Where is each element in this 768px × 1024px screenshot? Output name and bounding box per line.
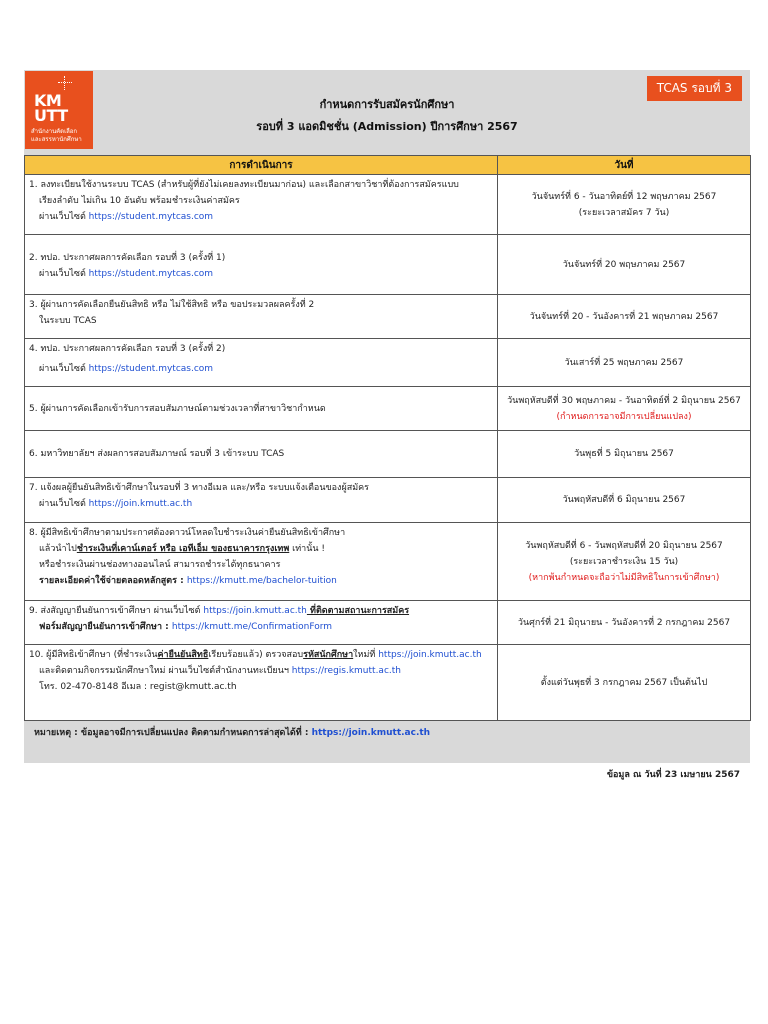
action-cell: 4. ทปอ. ประกาศผลการคัดเลือก รอบที่ 3 (ครั้งที่ 2) ผ่านเว็บไซต์ https://student.mytcas.com xyxy=(25,339,498,387)
mytcas-link[interactable]: https://student.mytcas.com xyxy=(88,212,214,222)
date-cell: วันจันทร์ที่ 20 - วันอังคารที่ 21 พฤษภาคม 2567 xyxy=(498,295,751,339)
regis-kmutt-link[interactable]: https://regis.kmutt.ac.th xyxy=(291,666,401,676)
date-cell: วันพฤหัสบดีที่ 6 - วันพฤหัสบดีที่ 20 มิถุนายน 2567 (ระยะเวลาชำระเงิน 15 วัน) (หากพ้นกำหนดจะถือว่าไม่มีสิทธิในการเข้าศึกษา) xyxy=(498,523,751,601)
table-row xyxy=(25,175,751,235)
action-cell: 1. ลงทะเบียนใช้งานระบบ TCAS (สำหรับผู้ที่ยังไม่เคยลงทะเบียนมาก่อน) และเลือกสาขาวิชาที่ต้องการสมัครแบบ เรียงลำดับ ไม่เกิน 10 อันดับ พร้อมชำระเงินค่าสมัคร ผ่านเว็บไซต์ https://student.mytcas.com xyxy=(25,175,498,235)
date-cell: วันจันทร์ที่ 20 พฤษภาคม 2567 xyxy=(498,235,751,295)
document-header xyxy=(24,70,750,155)
remark-text: หมายเหตุ : ข้อมูลอาจมีการเปลี่ยนแปลง ติดตามกำหนดการล่าสุดได้ที่ : xyxy=(34,728,312,738)
table-row xyxy=(25,387,751,431)
schedule-table xyxy=(24,155,751,721)
schedule-change-warning: (กำหนดการอาจมีการเปลี่ยนแปลง) xyxy=(556,411,692,422)
action-cell: 9. ส่งสัญญายืนยันการเข้าศึกษา ผ่านเว็บไซต์ https://join.kmutt.ac.th ที่ติดตามสถานะการสมัคร ฟอร์มสัญญายืนยันการเข้าศึกษา : https://kmutt.me/ConfirmationForm xyxy=(25,601,498,645)
table-row xyxy=(25,431,751,478)
tcas-round-badge: TCAS รอบที่ 3 xyxy=(647,76,742,101)
action-cell: 6. มหาวิทยาลัยฯ ส่งผลการสอบสัมภาษณ์ รอบที่ 3 เข้าระบบ TCAS xyxy=(25,431,498,478)
page-subtitle: รอบที่ 3 แอดมิชชั่น (Admission) ปีการศึกษา 2567 xyxy=(256,120,518,133)
logo-cross-icon xyxy=(58,76,72,90)
date-cell: วันเสาร์ที่ 25 พฤษภาคม 2567 xyxy=(498,339,751,387)
schedule-document xyxy=(24,70,750,781)
column-header-date: วันที่ xyxy=(498,156,751,175)
deadline-warning: (หากพ้นกำหนดจะถือว่าไม่มีสิทธิในการเข้าศึกษา) xyxy=(528,572,720,583)
table-row xyxy=(25,523,751,601)
page-title: กำหนดการรับสมัครนักศึกษา xyxy=(319,98,455,111)
date-cell: วันจันทร์ที่ 6 - วันอาทิตย์ที่ 12 พฤษภาคม 2567 (ระยะเวลาสมัคร 7 วัน) xyxy=(498,175,751,235)
mytcas-link[interactable]: https://student.mytcas.com xyxy=(88,364,214,374)
data-as-of-date: ข้อมูล ณ วันที่ 23 เมษายน 2567 xyxy=(606,770,740,780)
table-row xyxy=(25,295,751,339)
date-cell: ตั้งแต่วันพุธที่ 3 กรกฎาคม 2567 เป็นต้นไป xyxy=(498,645,751,721)
remark-band xyxy=(24,721,750,763)
join-kmutt-link[interactable]: https://join.kmutt.ac.th xyxy=(311,728,431,738)
date-cell: วันพุธที่ 5 มิถุนายน 2567 xyxy=(498,431,751,478)
table-row xyxy=(25,478,751,523)
action-cell: 7. แจ้งผลผู้ยืนยันสิทธิเข้าศึกษาในรอบที่ 3 ทางอีเมล และ/หรือ ระบบแจ้งเตือนของผู้สมัคร ผ่านเว็บไซต์ https://join.kmutt.ac.th xyxy=(25,478,498,523)
table-row xyxy=(25,235,751,295)
table-row xyxy=(25,601,751,645)
confirmation-form-link[interactable]: https://kmutt.me/ConfirmationForm xyxy=(171,622,333,632)
date-cell: วันศุกร์ที่ 21 มิถุนายน - วันอังคารที่ 2 กรกฎาคม 2567 xyxy=(498,601,751,645)
date-cell: วันพฤหัสบดีที่ 30 พฤษภาคม - วันอาทิตย์ที่ 2 มิถุนายน 2567 (กำหนดการอาจมีการเปลี่ยนแปลง) xyxy=(498,387,751,431)
date-cell: วันพฤหัสบดีที่ 6 มิถุนายน 2567 xyxy=(498,478,751,523)
join-kmutt-link[interactable]: https://join.kmutt.ac.th xyxy=(88,499,193,509)
logo-subtitle: สำนักงานคัดเลือก และสรรหานักศึกษา xyxy=(31,128,82,143)
logo-mark: KM UTT xyxy=(34,91,68,125)
tuition-link[interactable]: https://kmutt.me/bachelor-tuition xyxy=(186,576,337,586)
table-row xyxy=(25,339,751,387)
action-cell: 5. ผู้ผ่านการคัดเลือกเข้ารับการสอบสัมภาษณ์ตามช่วงเวลาที่สาขาวิชากำหนด xyxy=(25,387,498,431)
table-row xyxy=(25,645,751,721)
join-kmutt-link[interactable]: https://join.kmutt.ac.th xyxy=(203,606,307,616)
table-header-row xyxy=(25,156,751,175)
join-kmutt-link[interactable]: https://join.kmutt.ac.th xyxy=(378,650,482,660)
action-cell: 10. ผู้มีสิทธิเข้าศึกษา (ที่ชำระเงินค่ายืนยันสิทธิเรียบร้อยแล้ว) ตรวจสอบรหัสนักศึกษาใหม่ที่ https://join.kmutt.ac.th และติดตามกิจกรรมนักศึกษาใหม่ ผ่านเว็บไซต์สำนักงานทะเบียนฯ https://regis.kmutt.ac.th โทร. 02-470-8148 อีเมล : regist@kmutt.ac.th xyxy=(25,645,498,721)
action-cell: 3. ผู้ผ่านการคัดเลือกยืนยันสิทธิ หรือ ไม่ใช้สิทธิ หรือ ขอประมวลผลครั้งที่ 2 ในระบบ TCAS xyxy=(25,295,498,339)
action-cell: 8. ผู้มีสิทธิเข้าศึกษาตามประกาศต้องดาวน์โหลดใบชำระเงินค่ายืนยันสิทธิเข้าศึกษา แล้วนำไปชำระเงินที่เคาน์เตอร์ หรือ เอทีเอ็ม ของธนาคารกรุงเทพ เท่านั้น ! หรือชำระเงินผ่านช่องทางออนไลน์ สามารถชำระได้ทุกธนาคาร รายละเอียดค่าใช้จ่ายตลอดหลักสูตร : https://kmutt.me/bachelor-tuition xyxy=(25,523,498,601)
mytcas-link[interactable]: https://student.mytcas.com xyxy=(88,268,214,279)
column-header-action: การดำเนินการ xyxy=(25,156,498,175)
action-cell: 2. ทปอ. ประกาศผลการคัดเลือก รอบที่ 3 (ครั้งที่ 1) ผ่านเว็บไซต์ https://student.mytcas.com xyxy=(25,235,498,295)
